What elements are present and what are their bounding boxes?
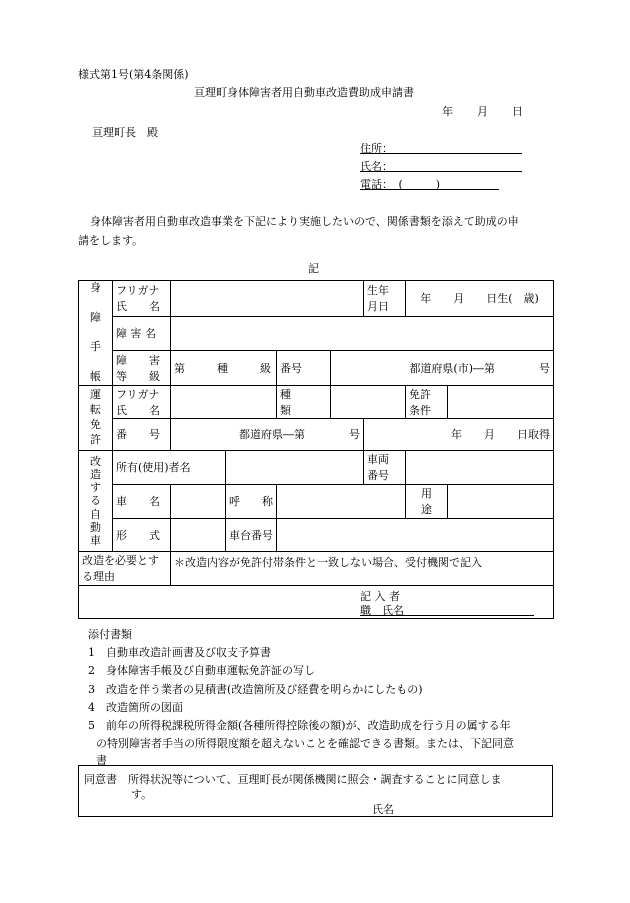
owner-field[interactable] bbox=[226, 450, 364, 484]
writer-label: 記 入 者 bbox=[360, 589, 400, 603]
license-condition-field[interactable] bbox=[448, 385, 554, 418]
techo-name-field[interactable] bbox=[171, 281, 364, 317]
date-day: 日 bbox=[512, 105, 523, 118]
address-label: 住所： bbox=[360, 142, 393, 155]
reason-label: 改造を必要とす る理由 bbox=[79, 551, 171, 585]
addressee: 亘理町長 殿 bbox=[92, 126, 158, 139]
consent-signature-label: 氏名 bbox=[372, 803, 394, 816]
car-section-label: 改 造 す る 自 動 車 bbox=[79, 450, 113, 551]
car-call-label: 呼 称 bbox=[226, 484, 277, 518]
disability-grade-field[interactable]: 第 種 級 bbox=[171, 351, 277, 386]
license-type-label: 種 類 bbox=[277, 385, 331, 418]
car-use-field[interactable] bbox=[448, 484, 554, 518]
date-year: 年 bbox=[442, 105, 453, 118]
disability-name-field[interactable] bbox=[171, 316, 554, 351]
consent-line-1: 同意書 所得状況等について、亘理町長が関係機関に照会・調査することに同意しま bbox=[84, 773, 502, 786]
attachments-heading: 添付書類 bbox=[88, 628, 132, 641]
birth-label: 生年 月日 bbox=[364, 281, 406, 317]
chassis-number-field[interactable] bbox=[277, 518, 554, 551]
phone-field[interactable] bbox=[360, 189, 499, 190]
address-field[interactable] bbox=[360, 153, 522, 154]
consent-box bbox=[78, 765, 553, 817]
form-title: 亘理町身体障害者用自動車改造費助成申請書 bbox=[194, 86, 414, 99]
license-number-label: 番 号 bbox=[113, 418, 171, 450]
disability-grade-label: 障 害 等 級 bbox=[113, 351, 171, 386]
attachment-item-5-cont: の特別障害者手当の所得限度額を超えないことを確認できる書類。または、下記同意 bbox=[96, 737, 514, 750]
vehicle-number-field[interactable] bbox=[406, 450, 554, 484]
techo-number-label: 番号 bbox=[277, 351, 331, 386]
birth-date-field[interactable]: 年 月 日生( 歳) bbox=[406, 281, 554, 317]
date-month: 月 bbox=[477, 105, 488, 118]
car-use-label: 用 途 bbox=[406, 484, 448, 518]
attachment-item-5-end: 書 bbox=[96, 754, 107, 767]
car-model-field[interactable] bbox=[171, 518, 226, 551]
license-name-field[interactable] bbox=[171, 385, 277, 418]
attachment-item-3: 3 改造を伴う業者の見積書(改造箇所及び経費を明らかにしたもの) bbox=[88, 683, 423, 696]
intro-line-2: 請をします。 bbox=[78, 234, 144, 247]
name-label: 氏名： bbox=[360, 160, 393, 173]
phone-label: 電話： ( ) bbox=[360, 178, 441, 191]
license-condition-label: 免許 条件 bbox=[406, 385, 448, 418]
owner-label: 所有(使用)者名 bbox=[113, 450, 226, 484]
disability-name-label: 障 害 名 bbox=[113, 316, 171, 351]
attachment-item-1: 1 自動車改造計画書及び収支予算書 bbox=[88, 646, 271, 659]
license-section-label: 運 転 免 許 bbox=[79, 385, 113, 450]
attachment-item-4: 4 改造箇所の図面 bbox=[88, 701, 183, 714]
license-acquired-field[interactable]: 年 月 日取得 bbox=[364, 418, 554, 450]
reason-field[interactable]: ＊改造内容が免許付帯条件と一致しない場合、受付機関で記入 bbox=[171, 551, 554, 585]
consent-line-2: す。 bbox=[131, 788, 153, 801]
intro-line-1: 身体障害者用自動車改造事業を下記により実施したいので、関係書類を添えて助成の申 bbox=[90, 215, 519, 228]
vehicle-number-label: 車両 番号 bbox=[364, 450, 406, 484]
car-name-label: 車 名 bbox=[113, 484, 171, 518]
license-type-field[interactable] bbox=[331, 385, 406, 418]
techo-number-field[interactable]: 都道府県(市)―第 号 bbox=[331, 351, 554, 386]
car-name-field[interactable] bbox=[171, 484, 226, 518]
attachment-item-5: 5 前年の所得税課税所得金額(各種所得控除後の額)が、改造助成を行う月の属する年 bbox=[88, 719, 511, 732]
form-number: 様式第1号(第4条関係) bbox=[78, 68, 189, 81]
techo-section-label: 身 障 手 帳 bbox=[79, 281, 113, 386]
chassis-number-label: 車台番号 bbox=[226, 518, 277, 551]
license-name-label: フリガナ 氏 名 bbox=[113, 385, 171, 418]
car-call-field[interactable] bbox=[277, 484, 406, 518]
car-model-label: 形 式 bbox=[113, 518, 171, 551]
staff-name-field[interactable] bbox=[360, 615, 534, 616]
staff-name-label: 職 氏名 bbox=[360, 603, 404, 617]
attachment-item-2: 2 身体障害手帳及び自動車運転免許証の写し bbox=[88, 664, 315, 677]
ki-heading: 記 bbox=[308, 262, 319, 275]
application-table bbox=[78, 280, 554, 619]
writer-row bbox=[79, 585, 554, 618]
license-number-field[interactable]: 都道府県―第 号 bbox=[171, 418, 364, 450]
name-field[interactable] bbox=[360, 171, 522, 172]
techo-name-label: フリガナ 氏 名 bbox=[113, 281, 171, 317]
